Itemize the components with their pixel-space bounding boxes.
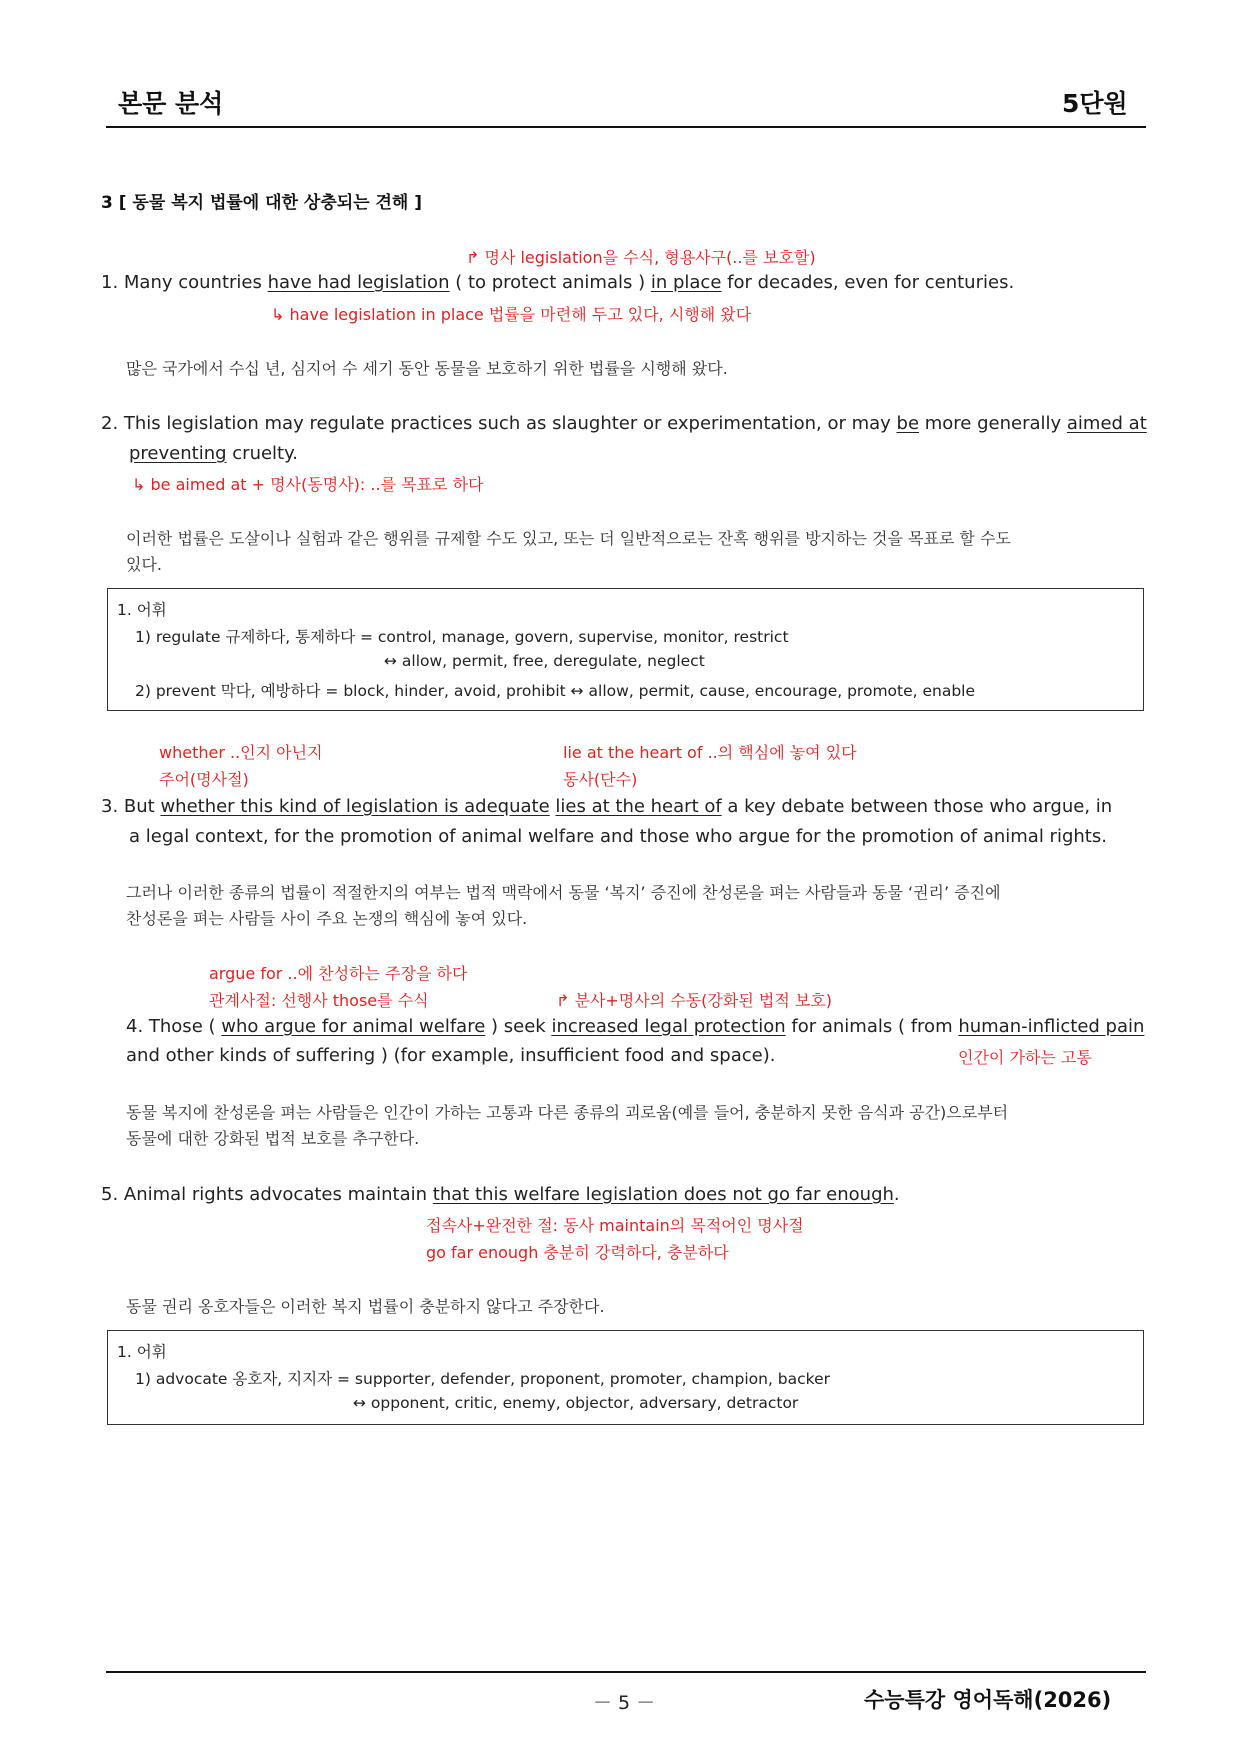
sentence-4-line-1 [126,1016,1144,1037]
sentence-3-text-a: 3. But [101,796,161,817]
sentence-5-underline-a: that this welfare legislation does not go far enough [432,1184,894,1205]
annotation-s2: ↳ be aimed at + 명사(동명사): ..를 목표로 하다 [132,475,484,494]
sentence-4-line-2: and other kinds of suffering ) (for example, insufficient food and space). [126,1045,776,1066]
annotation-s5-clause: 접속사+완전한 절: 동사 maintain의 목적어인 명사절 [426,1216,804,1235]
translation-1: 많은 국가에서 수십 년, 심지어 수 세기 동안 동물을 보호하기 위한 법률을 시행해 왔다. [126,359,728,378]
sentence-1-text-b: ( to protect animals ) [449,272,651,293]
vocab-box-1 [107,588,1144,711]
sentence-4-text-a: 4. Those ( [126,1016,222,1037]
sentence-1-text-a: 1. Many countries [101,272,268,293]
translation-5: 동물 권리 옹호자들은 이러한 복지 법률이 충분하지 않다고 주장한다. [126,1297,605,1316]
vocab-1-item-1: 1) regulate 규제하다, 통제하다 = control, manage, govern, supervise, monitor, restrict [135,628,789,646]
annotation-s3-whether: whether ..인지 아닌지 [159,743,323,762]
annotation-s4-participle: ↱ 분사+명사의 수동(강화된 법적 보호) [556,991,833,1010]
sentence-4-underline-c: human-inflicted pain [958,1016,1145,1037]
annotation-s4-human-inflicted: 인간이 가하는 고통 [958,1048,1092,1067]
translation-2-line-2: 있다. [126,555,162,574]
vocab-2-item-1-antonyms: ↔ opponent, critic, enemy, objector, adversary, detractor [353,1394,799,1412]
translation-2-line-1: 이러한 법률은 도살이나 실험과 같은 행위를 규제할 수도 있고, 또는 더 일반적으로는 잔혹 행위를 방지하는 것을 목표로 할 수도 [126,529,1011,548]
sentence-3-line-2: a legal context, for the promotion of animal welfare and those who argue for the promotion of animal rights. [129,826,1107,847]
section-title: 3 [ 동물 복지 법률에 대한 상충되는 견해 ] [101,193,423,213]
footer-book-title: 수능특강 영어독해(2026) [864,1688,1112,1712]
header-rule [106,126,1146,128]
annotation-s4-relative: 관계사절: 선행사 those를 수식 [209,991,429,1010]
page-number: － 5 － [593,1692,656,1714]
annotation-s3-lie-at: lie at the heart of ..의 핵심에 놓여 있다 [563,743,857,762]
translation-4-line-1: 동물 복지에 찬성론을 펴는 사람들은 인간이 가하는 고통과 다른 종류의 괴로움(예를 들어, 충분하지 못한 음식과 공간)으로부터 [126,1103,1009,1122]
vocab-1-item-2: 2) prevent 막다, 예방하다 = block, hinder, avoid, prohibit ↔ allow, permit, cause, encourage, promote, enable [135,682,976,700]
vocab-2-item-1: 1) advocate 옹호자, 지지자 = supporter, defender, proponent, promoter, champion, backer [135,1370,830,1388]
sentence-4-text-c: for animals ( from [785,1016,959,1037]
sentence-2-text-c: cruelty. [226,443,298,464]
page-header-title: 본문 분석 [118,89,224,118]
sentence-2-underline-b: aimed at [1066,413,1147,434]
translation-4-line-2: 동물에 대한 강화된 법적 보호를 추구한다. [126,1129,420,1148]
vocab-box-1-title: 1. 어휘 [117,601,167,619]
sentence-3-underline-b: lies at the heart of [555,796,722,817]
sentence-3-text-c: a key debate between those who argue, in [721,796,1113,817]
vocab-box-2 [107,1330,1144,1425]
sentence-4-text-b: ) seek [485,1016,552,1037]
sentence-1-text-c: for decades, even for centuries. [721,272,1015,293]
sentence-1-underline-b: in place [650,272,722,293]
translation-3-line-2: 찬성론을 펴는 사람들 사이 주요 논쟁의 핵심에 놓여 있다. [126,909,528,928]
annotation-s5-go-far: go far enough 충분히 강력하다, 충분하다 [426,1243,729,1262]
translation-3-line-1: 그러나 이러한 종류의 법률이 적절한지의 여부는 법적 맥락에서 동물 ‘복지’ 증진에 찬성론을 펴는 사람들과 동물 ‘권리’ 증진에 [126,883,1001,902]
vocab-1-item-1-antonyms: ↔ allow, permit, free, deregulate, neglect [384,652,705,670]
sentence-4-underline-b: increased legal protection [551,1016,786,1037]
page-header-unit: 5단원 [1062,89,1128,118]
annotation-s3-subject: 주어(명사절) [159,770,249,789]
sentence-2-text-a: 2. This legislation may regulate practices such as slaughter or experimentation, or may [101,413,897,434]
sentence-2-line-1 [101,413,1147,434]
sentence-1 [101,272,1014,293]
annotation-s1-top: ↱ 명사 legislation을 수식, 형용사구(..를 보호할) [466,248,816,267]
footer-rule [106,1671,1146,1673]
vocab-box-2-title: 1. 어휘 [117,1343,167,1361]
sentence-2-text-b: more generally [919,413,1067,434]
sentence-5-text-a: 5. Animal rights advocates maintain [101,1184,433,1205]
annotation-s3-verb: 동사(단수) [563,770,638,789]
sentence-4-underline-a: who argue for animal welfare [221,1016,486,1037]
sentence-2-underline-a: be [896,413,920,434]
sentence-5-text-b: . [893,1184,900,1205]
sentence-2-underline-c: preventing [129,443,227,464]
annotation-s1-bottom: ↳ have legislation in place 법률을 마련해 두고 있다, 시행해 왔다 [271,305,752,324]
sentence-3-underline-a: whether this kind of legislation is adequate [160,796,550,817]
sentence-2-line-2 [129,443,298,464]
sentence-5 [101,1184,900,1205]
annotation-s4-argue-for: argue for ..에 찬성하는 주장을 하다 [209,964,468,983]
sentence-1-underline-a: have had legislation [267,272,450,293]
sentence-3-line-1 [101,796,1112,817]
